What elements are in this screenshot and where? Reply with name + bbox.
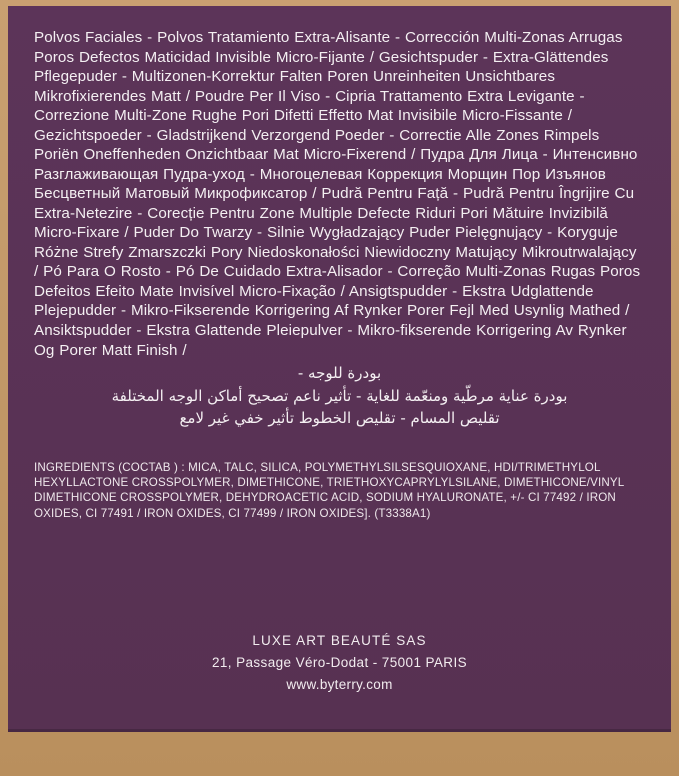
arabic-line-3: تقليص المسام - تقليص الخطوط تأثير خفي غير لامع xyxy=(179,409,500,428)
arabic-line-2: بودرة عناية مرطّية ومنعّمة للغاية - تأثير ناعم تصحيح أماكن الوجه المختلفة xyxy=(111,386,568,405)
multilingual-product-description: Polvos Faciales - Polvos Tratamiento Extra-Alisante - Corrección Multi-Zonas Arrugas Poros Defectos Maticidad Invisible Micro-Fijante / Gesichtspuder - Extra-Glättendes Pflegepuder - Multizonen-Korrektur Falten Poren Unreinheiten Unsichtbares Mikrofixierendes Matt / Poudre Per Il Viso - Cipria Trattamento Extra Levigante - Correzione Multi-Zone Rughe Pori Difetti Effetto Mat Invisibile Micro-Fissante / Gezichtspoeder - Gladstrijkend Verzorgend Poeder - Correctie Alle Zones Rimpels Poriën Oneffenheden Onzichtbaar Mat Micro-Fixerend / Пудра Для Лица - Интенсивно Разглаживающая Пудра-уход - Многоцелевая Коррекция Морщин Пор Изъянов Бесцветный Матовый Микрофиксатор / Pudră Pentru Față - Pudră Pentru Îngrijire Cu Extra-Netezire - Corecție Pentru Zone Multiple Defecte Riduri Pori Mătuire Invizibilă Micro-Fixare / Puder Do Twarzy - Silnie Wygładzający Puder Pielęgnujący - Koryguje Różne Strefy Zmarszczki Pory Niedoskonałości Niewidoczny Matujący Mikroutrwalający / Pó Para O Rosto - Pó De Cuidado Extra-Alisador - Correção Multi-Zonas Rugas Poros Defeitos Efeito Mate Invisível Micro-Fixação / Ansigtspudder - Ekstra Udglattende Plejepudder - Mikro-Fikserende Korrigering Af Rynker Porer Fejl Med Usynlig Mathed / Ansiktspudder - Ekstra Glattende Pleiepulver - Mikro-fikserende Korrigering Av Rynker Og Porer Matt Finish / xyxy=(34,29,641,359)
company-website: www.byterry.com xyxy=(286,677,393,693)
manufacturer-block xyxy=(8,630,671,696)
company-name: LUXE ART BEAUTÉ SAS xyxy=(252,633,427,649)
ingredients-list: INGREDIENTS (COCTAB ) : MICA, TALC, SILICA, POLYMETHYLSILSESQUIOXANE, HDI/TRIMETHYLOL HEXYLLACTONE CROSSPOLYMER, DIMETHICONE, TRIETHOXYCAPRYLYLSILANE, DIMETHICONE/VINYL DIMETHICONE CROSSPOLYMER, DEHYDROACETIC ACID, SODIUM HYALURONATE, +/- CI 77492 / IRON OXIDES, CI 77491 / IRON OXIDES, CI 77499 / IRON OXIDES]. (T3338A1) xyxy=(34,460,624,520)
label-panel xyxy=(8,6,671,732)
arabic-line-1: بودرة للوجه - xyxy=(297,364,382,383)
arabic-description xyxy=(34,362,645,430)
company-address: 21, Passage Véro-Dodat - 75001 PARIS xyxy=(211,655,468,671)
